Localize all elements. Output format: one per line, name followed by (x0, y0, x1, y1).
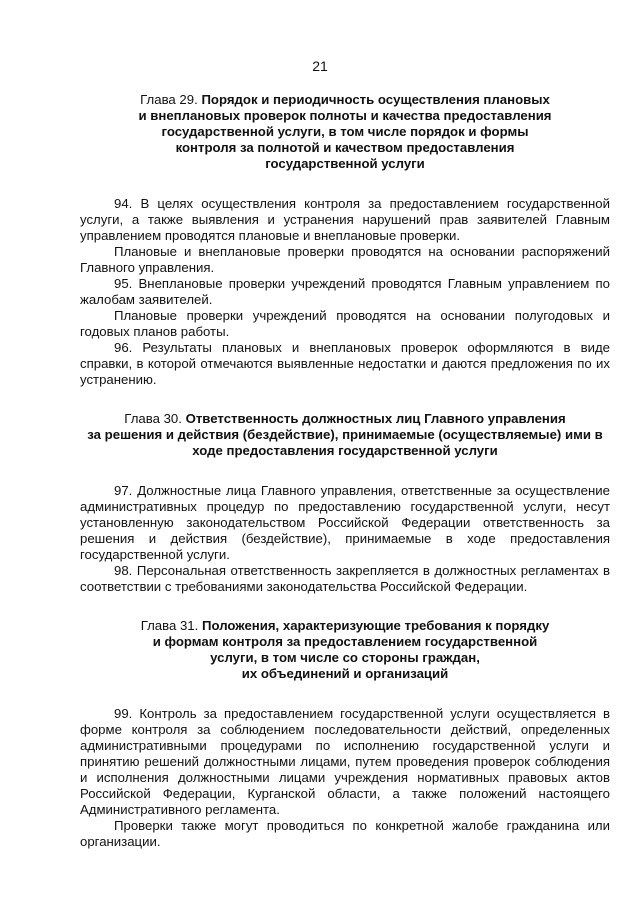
section-chapter-31 (80, 618, 610, 850)
chapter-heading (80, 618, 610, 682)
chapter-title-line: Порядок и периодичность осуществления плановых (201, 92, 550, 107)
paragraph: 99. Контроль за предоставлением государственной услуги осуществляется в форме контроля за соблюдением последовательности действий, определенных административными процедурами по исполнению государственной услуги и принятию решений должностными лицами, путем проведения проверок соблюдения и исполнения должностными лицами учреждения нормативных правовых актов Российской Федерации, Курганской области, а также положений настоящего Административного регламента. (80, 706, 610, 817)
chapter-title-line: услуги, в том числе со стороны граждан, (210, 650, 480, 665)
chapter-title-line: контроля за полнотой и качеством предоставления (175, 140, 515, 155)
chapter-heading-line (80, 92, 610, 108)
paragraph: 95. Внеплановые проверки учреждений проводятся Главным управлением по жалобам заявителей. (80, 276, 610, 307)
paragraph: 96. Результаты плановых и внеплановых проверок оформляются в виде справки, в которой отмечаются выявленные недостатки и даются предложения по их устранению. (80, 340, 610, 387)
chapter-title-line: за решения и действия (бездействие), принимаемые (осуществляемые) ими в (87, 427, 603, 442)
chapter-label: Глава 31. (140, 618, 199, 633)
chapter-title-line: и формам контроля за предоставлением государственной (152, 634, 538, 649)
paragraph: Плановые и внеплановые проверки проводятся на основании распоряжений Главного управления. (80, 244, 610, 275)
paragraph: Проверки также могут проводиться по конкретной жалобе гражданина или организации. (80, 818, 610, 849)
chapter-title-line: их объединений и организаций (241, 666, 449, 681)
chapter-heading (80, 92, 610, 172)
paragraph: Плановые проверки учреждений проводятся на основании полугодовых и годовых планов работы. (80, 308, 610, 339)
page-number: 21 (312, 58, 328, 74)
chapter-title-line: государственной услуги (265, 156, 425, 171)
chapter-label: Глава 29. (140, 92, 198, 107)
chapter-title-line: государственной услуги, в том числе порядок и формы (161, 124, 529, 139)
section-chapter-30 (80, 411, 610, 595)
paragraph: 98. Персональная ответственность закрепляется в должностных регламентах в соответствии с требованиями законодательства Российской Федерации. (80, 563, 610, 594)
chapter-title-line: ходе предоставления государственной услуги (192, 443, 498, 458)
paragraph: 94. В целях осуществления контроля за предоставлением государственной услуги, а также выявления и устранения нарушений прав заявителей Главным управлением проводятся плановые и внеплановые проверки. (80, 196, 610, 243)
chapter-heading-line (80, 618, 610, 634)
paragraph: 97. Должностные лица Главного управления, ответственные за осуществление административных процедур по предоставлению государственной услуги, несут установленную законодательством Российской Федерации ответственность за решения и действия (бездействие), принимаемые в ходе предоставления государственной услуги. (80, 483, 610, 562)
chapter-label: Глава 30. (124, 411, 182, 426)
chapter-title-line: Ответственность должностных лиц Главного управления (185, 411, 566, 426)
chapter-title-line: Положения, характеризующие требования к порядку (201, 618, 550, 633)
document-body (80, 92, 610, 850)
chapter-heading (80, 411, 610, 459)
section-chapter-29 (80, 92, 610, 388)
chapter-heading-line (80, 411, 610, 427)
chapter-title-line: и внеплановых проверок полноты и качества предоставления (138, 108, 552, 123)
